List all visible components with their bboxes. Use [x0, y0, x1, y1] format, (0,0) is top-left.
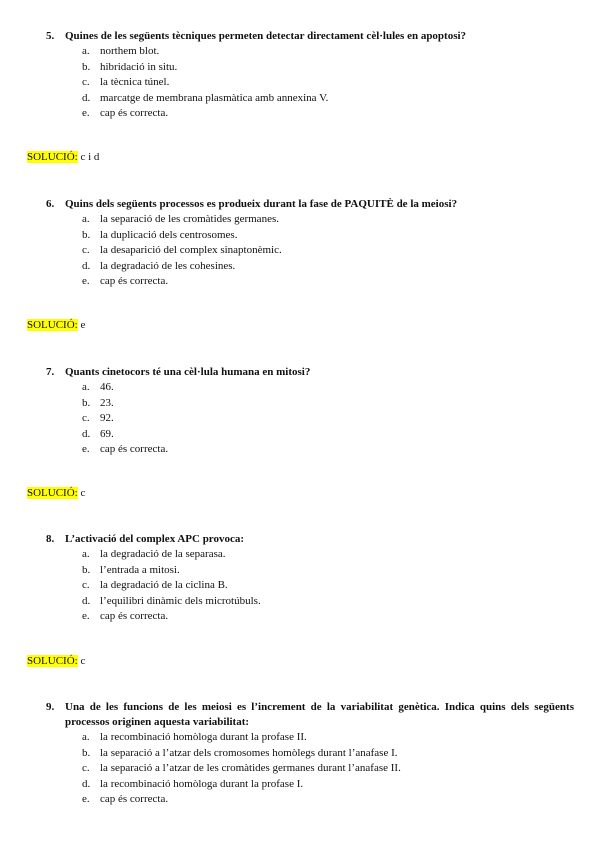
option-letter: d.	[82, 427, 91, 440]
option-letter: c.	[82, 579, 90, 592]
option-text: cap és correcta.	[100, 443, 169, 456]
option-list	[46, 212, 574, 290]
solution-label: SOLUCIÓ:	[27, 151, 78, 163]
option-letter: a.	[82, 548, 90, 560]
option-letter: d.	[82, 259, 91, 272]
option-letter: e.	[82, 610, 90, 623]
option-a	[46, 730, 574, 746]
option-a	[46, 212, 574, 228]
option-letter: c.	[82, 412, 90, 425]
option-text: l’entrada a mitosi.	[100, 563, 180, 576]
option-d	[46, 259, 574, 275]
option-b	[46, 60, 574, 76]
option-text: la degradació de la separasa.	[100, 548, 226, 560]
solution-6	[27, 318, 85, 332]
option-e	[46, 274, 574, 290]
option-letter: e.	[82, 275, 90, 288]
option-letter: d.	[82, 91, 91, 104]
option-text: la desaparició del complex sinaptonèmic.	[100, 244, 282, 257]
option-e	[46, 442, 574, 458]
solution-5	[27, 150, 99, 164]
option-a	[46, 380, 574, 396]
option-letter: e.	[82, 793, 90, 806]
option-letter: b.	[82, 60, 91, 73]
option-text: 69.	[100, 427, 114, 440]
question-number: 5.	[46, 30, 55, 42]
question-number: 9.	[46, 701, 55, 713]
option-e	[46, 792, 574, 808]
solution-value: c i d	[80, 151, 100, 163]
option-c	[46, 243, 574, 259]
question-6	[46, 197, 574, 290]
option-c	[46, 761, 574, 777]
option-text: cap és correcta.	[100, 107, 169, 120]
option-e	[46, 106, 574, 122]
option-text: la separació a l’atzar dels cromosomes homòlegs durant l’anafase I.	[100, 746, 398, 759]
question-9	[46, 700, 574, 808]
option-list	[46, 380, 574, 458]
option-text: la recombinació homòloga durant la profase II.	[100, 731, 307, 743]
option-text: northem blot.	[100, 45, 160, 57]
option-text: 46.	[100, 381, 114, 393]
solution-value: c	[80, 655, 86, 667]
option-text: marcatge de membrana plasmàtica amb annexina V.	[100, 91, 329, 104]
option-letter: c.	[82, 244, 90, 257]
question-text: Una de les funcions de les meiosi es l’increment de la variabilitat genètica. Indica quins dels següents processos originen aquesta variabilitat:	[65, 701, 574, 728]
question-heading	[46, 700, 574, 730]
option-e	[46, 609, 574, 625]
solution-value: e	[80, 319, 86, 331]
option-d	[46, 427, 574, 443]
solution-label: SOLUCIÓ:	[27, 487, 78, 499]
option-list	[46, 44, 574, 122]
option-letter: e.	[82, 443, 90, 456]
question-text: L’activació del complex APC provoca:	[65, 533, 245, 545]
option-letter: b.	[82, 396, 91, 409]
option-letter: b.	[82, 228, 91, 241]
option-letter: c.	[82, 762, 90, 775]
option-text: 23.	[100, 396, 114, 409]
option-text: la degradació de les cohesines.	[100, 259, 236, 272]
question-text: Quants cinetocors té una cèl·lula humana en mitosi?	[65, 366, 311, 378]
solution-8	[27, 654, 85, 668]
question-heading	[46, 29, 574, 44]
solution-7	[27, 486, 85, 500]
option-letter: a.	[82, 731, 90, 743]
option-letter: b.	[82, 746, 91, 759]
option-text: la degradació de la ciclina B.	[100, 579, 228, 592]
option-d	[46, 91, 574, 107]
question-7	[46, 365, 574, 458]
option-text: hibridació in situ.	[100, 60, 178, 73]
option-letter: a.	[82, 45, 90, 57]
option-text: l’equilibri dinàmic dels microtúbuls.	[100, 594, 261, 607]
question-number: 7.	[46, 366, 55, 378]
question-text: Quines de les següents tècniques permeten detectar directament cèl·lules en apoptosi?	[65, 30, 467, 42]
question-text: Quins dels següents processos es produeix durant la fase de PAQUITÈ de la meiosi?	[65, 198, 458, 210]
option-c	[46, 578, 574, 594]
option-letter: d.	[82, 594, 91, 607]
option-text: cap és correcta.	[100, 793, 169, 806]
option-letter: a.	[82, 381, 90, 393]
solution-label: SOLUCIÓ:	[27, 319, 78, 331]
option-text: la tècnica túnel.	[100, 76, 170, 89]
option-b	[46, 228, 574, 244]
solution-label: SOLUCIÓ:	[27, 655, 78, 667]
option-text: cap és correcta.	[100, 275, 169, 288]
option-a	[46, 44, 574, 60]
option-c	[46, 411, 574, 427]
option-b	[46, 563, 574, 579]
option-b	[46, 746, 574, 762]
option-d	[46, 594, 574, 610]
question-heading	[46, 197, 574, 212]
option-text: la separació a l’atzar de les cromàtides germanes durant l’anafase II.	[100, 762, 401, 775]
option-letter: b.	[82, 563, 91, 576]
option-b	[46, 396, 574, 412]
question-heading	[46, 365, 574, 380]
option-text: 92.	[100, 412, 114, 425]
option-letter: e.	[82, 107, 90, 120]
option-text: la recombinació homòloga durant la profase I.	[100, 777, 304, 790]
question-number: 8.	[46, 533, 55, 545]
option-letter: c.	[82, 76, 90, 89]
question-5	[46, 29, 574, 122]
option-c	[46, 75, 574, 91]
question-number: 6.	[46, 198, 55, 210]
option-text: cap és correcta.	[100, 610, 169, 623]
option-text: la separació de les cromàtides germanes.	[100, 213, 279, 225]
option-a	[46, 547, 574, 563]
solution-value: c	[80, 487, 86, 499]
question-8	[46, 532, 574, 625]
option-letter: a.	[82, 213, 90, 225]
option-letter: d.	[82, 777, 91, 790]
question-heading	[46, 532, 574, 547]
option-list	[46, 730, 574, 808]
option-text: la duplicació dels centrosomes.	[100, 228, 238, 241]
option-list	[46, 547, 574, 625]
option-d	[46, 777, 574, 793]
